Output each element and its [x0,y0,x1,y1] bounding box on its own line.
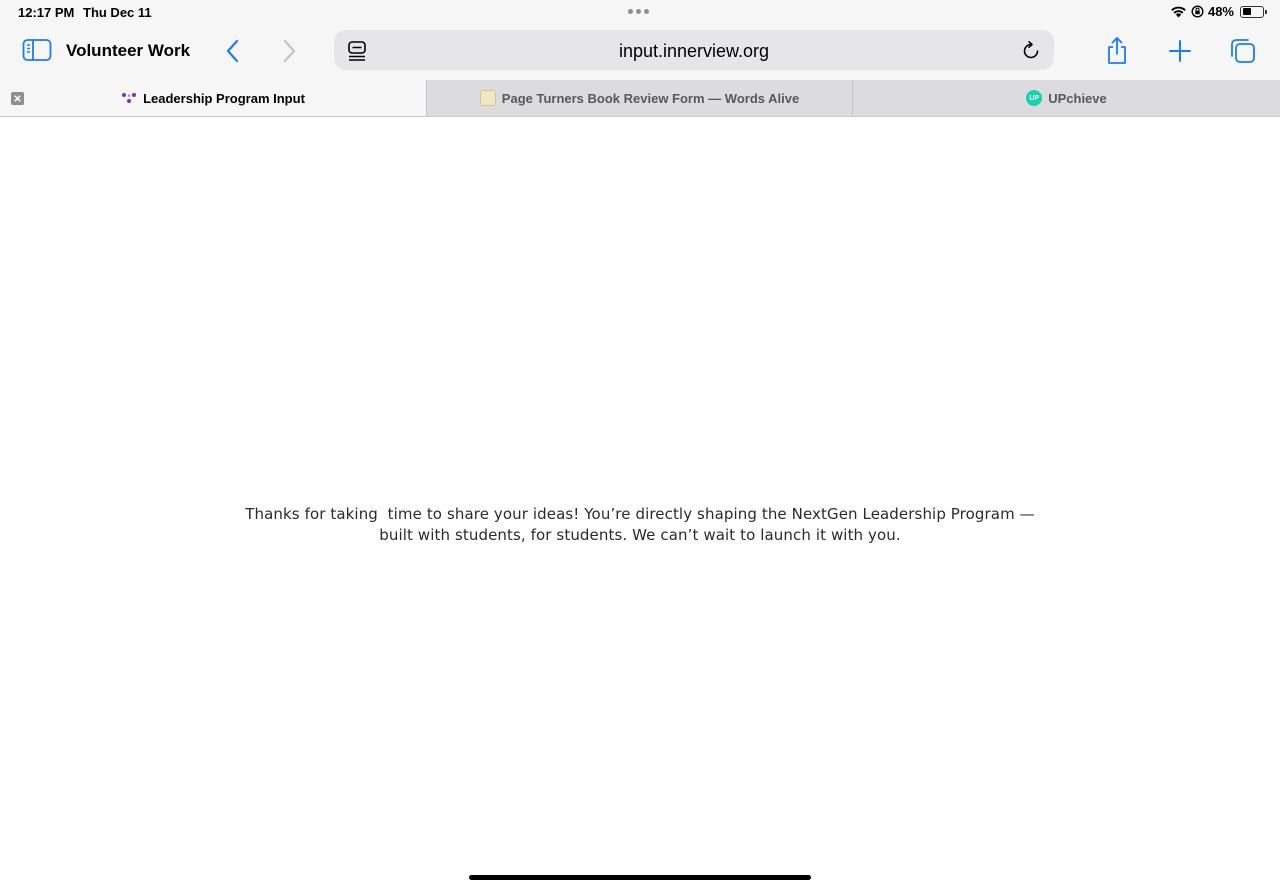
status-bar [0,0,1280,26]
web-content [0,117,1280,889]
battery-icon [1240,6,1264,18]
close-tab-icon[interactable] [11,92,24,105]
browser-toolbar [0,26,1280,80]
status-time: 12:17 PM [18,5,75,20]
wifi-icon [1170,5,1187,18]
message-line-1: Thanks for taking time to share your ideas! You’re directly shaping the NextGen Leadership Program — [245,505,1035,523]
message-line-2: built with students, for students. We can’t wait to launch it with you. [379,526,901,544]
tab-title: Leadership Program Input [143,90,305,106]
tab-bar [0,80,1280,117]
home-indicator[interactable] [469,875,811,880]
orientation-lock-icon [1191,5,1204,18]
url-text[interactable]: input.innerview.org [618,41,770,61]
tab-upchieve[interactable] [853,80,1280,116]
thank-you-message [240,504,1040,546]
tab-title: Page Turners Book Review Form — Words Alive [501,90,800,106]
forward-chevron-icon[interactable] [278,38,300,64]
battery-percent: 48% [1207,4,1234,19]
book-icon [480,90,496,106]
tab-leadership-program-input[interactable] [0,80,427,116]
tab-group-title[interactable]: Volunteer Work [66,41,191,60]
multitasking-dots-icon[interactable] [628,9,649,14]
tabs-overview-icon[interactable] [1229,37,1257,65]
status-indicators [1170,4,1264,19]
reload-icon[interactable] [1020,40,1042,62]
share-icon[interactable] [1104,36,1130,66]
innerview-dots-icon [121,90,137,106]
tab-title: UPchieve [1048,90,1107,106]
upchieve-icon: UP [1026,90,1042,106]
address-bar[interactable] [334,30,1054,70]
status-date: Thu Dec 11 [83,5,152,20]
back-chevron-icon[interactable] [222,38,244,64]
plus-icon[interactable] [1167,38,1193,64]
tab-page-turners-book-review[interactable] [427,80,853,116]
sidebar-icon[interactable] [22,38,52,62]
